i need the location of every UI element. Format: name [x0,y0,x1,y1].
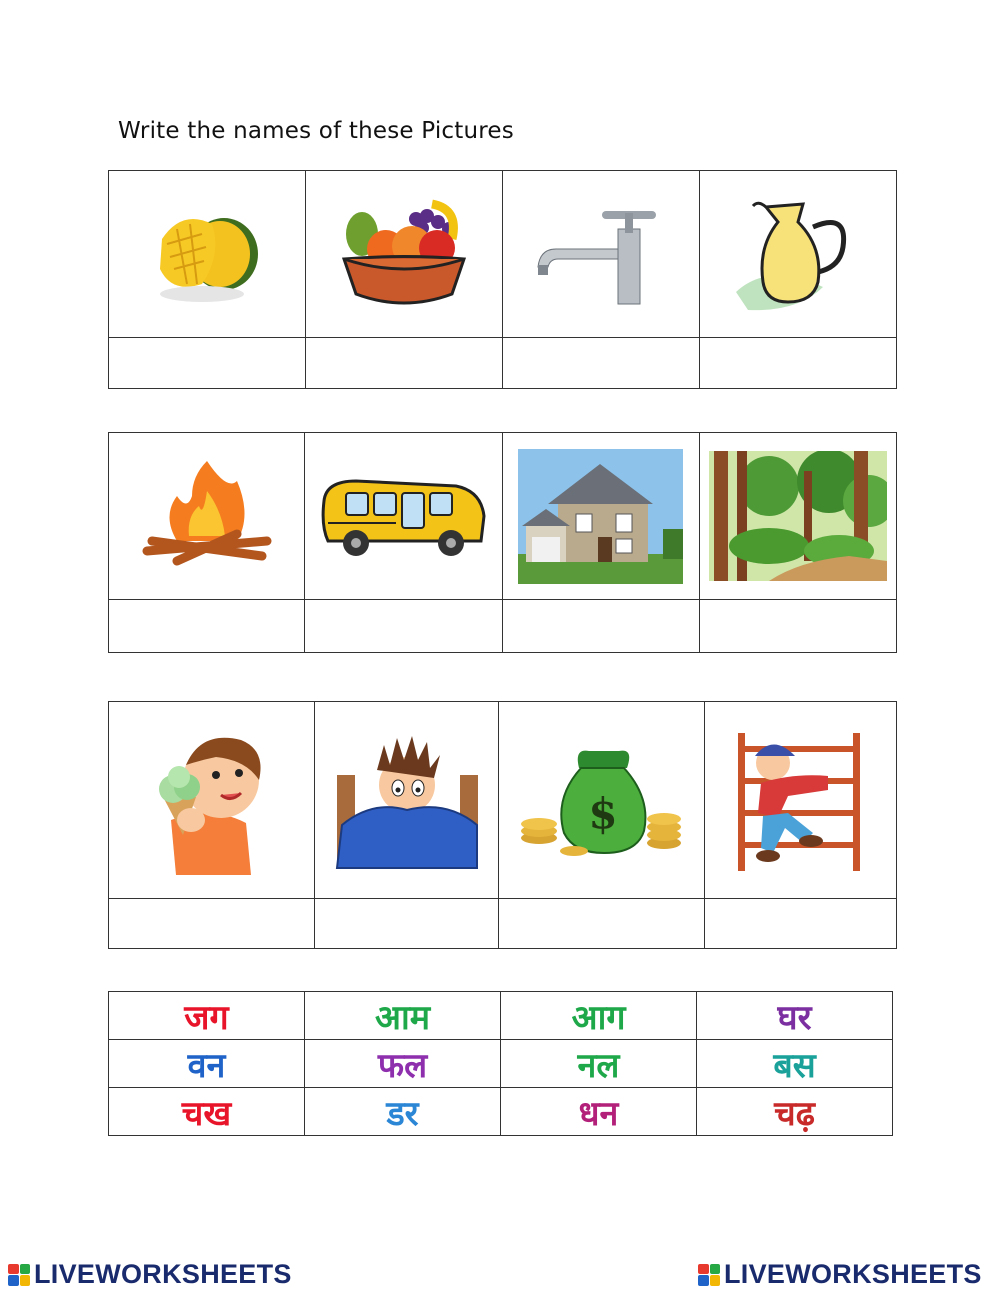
word: घर [777,997,812,1038]
answer-box[interactable] [499,899,704,949]
answer-input[interactable] [305,614,501,639]
answer-box[interactable] [109,338,306,389]
word: आम [374,997,431,1038]
answer-box[interactable] [109,899,315,949]
fruit-basket-icon [334,194,474,314]
answer-box[interactable] [305,338,502,389]
picture-cell [109,433,305,600]
answer-input[interactable] [306,351,502,376]
word: फल [377,1045,428,1086]
picture-cell [704,702,896,899]
answer-box[interactable] [704,899,896,949]
answer-input[interactable] [109,351,305,376]
picture-cell [499,702,704,899]
answer-input[interactable] [700,351,896,376]
word-cell [501,992,697,1040]
answer-input[interactable] [700,614,896,639]
liveworksheets-logo-left[interactable] [8,1259,292,1290]
liveworksheets-icon [8,1264,30,1286]
instruction-text: Write the names of these Pictures [118,118,514,144]
liveworksheets-icon [698,1264,720,1286]
answer-input[interactable] [705,911,896,936]
logo-text: LIVEWORKSHEETS [724,1259,982,1289]
picture-table-2 [108,432,897,653]
answer-input[interactable] [109,614,304,639]
word-bank-table [108,991,893,1136]
word-cell [109,1088,305,1136]
picture-cell [699,171,896,338]
mango-icon [142,199,272,309]
bonfire-icon [137,456,277,576]
forest-icon [709,451,887,581]
picture-cell [109,171,306,338]
picture-cell [314,702,498,899]
money-bag-icon [519,743,684,858]
answer-box[interactable] [109,600,305,653]
word-cell [304,1040,500,1088]
answer-box[interactable] [699,600,896,653]
word-cell [697,1088,893,1136]
picture-cell [699,433,896,600]
word-cell [109,1040,305,1088]
bus-icon [316,471,491,561]
answer-input[interactable] [499,911,703,936]
word: चढ़ [774,1093,815,1134]
word: धन [578,1093,619,1134]
picture-table-1 [108,170,897,389]
word: चख [181,1093,232,1134]
liveworksheets-logo-right[interactable] [698,1259,982,1290]
word: आग [571,997,626,1038]
answer-input[interactable] [503,351,699,376]
jug-icon [728,192,868,317]
word-cell [697,992,893,1040]
picture-cell [502,433,699,600]
word: जग [184,997,229,1038]
answer-input[interactable] [315,911,498,936]
picture-cell [305,433,502,600]
picture-cell [109,702,315,899]
word: नल [577,1045,620,1086]
answer-box[interactable] [699,338,896,389]
boy-climbing-ladder-icon [733,728,868,873]
word: डर [386,1093,419,1134]
answer-box[interactable] [305,600,502,653]
word-cell [697,1040,893,1088]
water-tap-icon [526,199,676,309]
house-icon [518,449,683,584]
picture-table-3 [108,701,897,949]
answer-input[interactable] [503,614,699,639]
word-cell [304,1088,500,1136]
word: वन [187,1045,226,1086]
logo-text: LIVEWORKSHEETS [34,1259,292,1289]
answer-input[interactable] [109,911,314,936]
scared-boy-in-bed-icon [332,730,482,870]
word-cell [501,1088,697,1136]
answer-box[interactable] [502,600,699,653]
svg-text:$: $ [588,788,618,838]
word-cell [304,992,500,1040]
word-cell [109,992,305,1040]
boy-eating-icecream-icon [141,725,281,875]
word-cell [501,1040,697,1088]
answer-box[interactable] [502,338,699,389]
answer-box[interactable] [314,899,498,949]
word: बस [773,1045,816,1086]
picture-cell [305,171,502,338]
picture-cell [502,171,699,338]
